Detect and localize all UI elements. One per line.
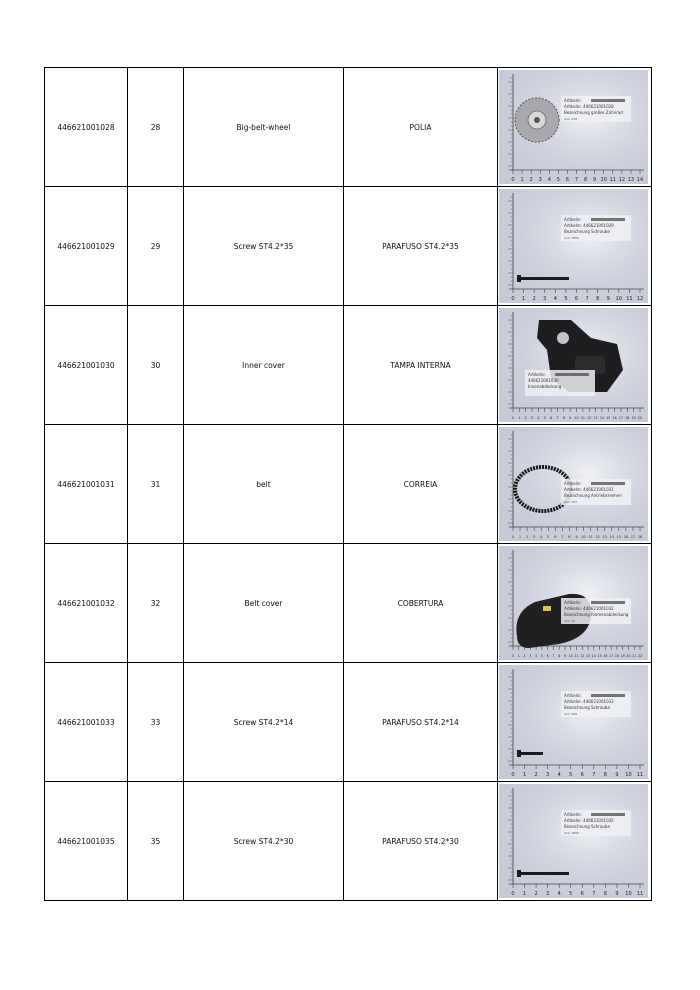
ruler-tick-label: 4 <box>537 416 540 420</box>
ruler-tick-label: 15 <box>597 654 602 658</box>
ruler-tick-label: 7 <box>592 891 596 897</box>
ruler-tick-label: 20 <box>626 654 631 658</box>
position-number: 31 <box>128 425 184 544</box>
item-label-count: Anz. 228 <box>564 117 578 121</box>
ruler-tick-label: 11 <box>626 296 633 302</box>
ruler-tick-label: 6 <box>574 296 579 302</box>
ruler-tick-label: 9 <box>575 535 578 539</box>
ruler-tick-label: 6 <box>554 535 557 539</box>
item-label-card <box>561 598 631 624</box>
part-code: 446621001031 <box>45 425 128 544</box>
ruler-tick-label: 4 <box>547 177 551 183</box>
item-label-line: Artikelnr. 446621001029 <box>564 223 614 228</box>
part-name-pt: CORREIA <box>344 425 498 544</box>
part-name-pt: PARAFUSO ST4.2*14 <box>344 663 498 782</box>
ruler-tick-label: 5 <box>569 891 573 897</box>
item-label-line: Artikelnr. 446621001028 <box>564 104 614 109</box>
ruler-tick-label: 7 <box>585 296 589 302</box>
part-photo-cell <box>498 306 652 425</box>
parts-table-body <box>45 68 652 901</box>
item-label-line: Bezeichnung Antriebsriemen <box>564 493 622 498</box>
item-label-line: Artikelnr. 446621001033 <box>564 699 614 704</box>
ruler-tick-label: 0 <box>511 654 515 658</box>
ruler-tick-label: 0 <box>511 772 515 778</box>
ruler-tick-label: 5 <box>556 177 560 183</box>
item-label-line: Bezeichnung Schraube <box>564 705 610 710</box>
part-photo-cell <box>498 68 652 187</box>
ruler-tick-label: 8 <box>562 416 565 420</box>
table-row <box>45 68 652 187</box>
ruler-tick-label: 9 <box>569 416 572 420</box>
table-row <box>45 306 652 425</box>
position-number: 30 <box>128 306 184 425</box>
barcode-icon <box>555 373 589 376</box>
ruler-tick-label: 11 <box>636 891 644 897</box>
ruler-tick-label: 3 <box>546 772 550 778</box>
ruler-tick-label: 11 <box>588 535 593 539</box>
item-label-line: Innenabdeckung <box>528 384 562 389</box>
ruler-tick-label: 10 <box>574 416 579 420</box>
part-name-en: Screw ST4.2*30 <box>184 782 344 901</box>
part-photo <box>499 665 648 779</box>
short-screw-icon <box>519 752 543 755</box>
ruler-tick-label: 2 <box>534 891 538 897</box>
item-label-count: Anz. 3806 <box>564 236 580 240</box>
ruler-tick-label: 14 <box>609 535 614 539</box>
screw-icon <box>519 277 569 280</box>
position-number: 28 <box>128 68 184 187</box>
position-number: 35 <box>128 782 184 901</box>
ruler-tick-label: 10 <box>615 296 623 302</box>
ruler-tick-label: 17 <box>609 654 614 658</box>
item-label-line: 446621001030 <box>528 378 559 383</box>
ruler-tick-label: 1 <box>521 296 526 302</box>
table-row <box>45 187 652 306</box>
ruler-tick-label: 5 <box>547 535 550 539</box>
parts-table <box>44 67 652 901</box>
item-label-card <box>561 691 631 717</box>
part-name-pt: PARAFUSO ST4.2*30 <box>344 782 498 901</box>
ruler-tick-label: 17 <box>618 416 623 420</box>
ruler-tick-label: 3 <box>529 654 532 658</box>
ruler-tick-label: 6 <box>565 177 570 183</box>
ruler-tick-label: 2 <box>523 654 526 658</box>
part-name-en: Screw ST4.2*14 <box>184 663 344 782</box>
ruler-tick-label: 7 <box>561 535 564 539</box>
ruler-tick-label: 15 <box>606 416 611 420</box>
part-name-pt: COBERTURA <box>344 544 498 663</box>
table-row <box>45 425 652 544</box>
part-photo <box>499 427 648 541</box>
part-photo-cell <box>498 663 652 782</box>
table-row <box>45 663 652 782</box>
part-code: 446621001032 <box>45 544 128 663</box>
ruler-tick-label: 7 <box>552 654 555 658</box>
ruler-tick-label: 4 <box>557 772 561 778</box>
ruler-tick-label: 10 <box>568 654 573 658</box>
ruler-tick-label: 21 <box>632 654 637 658</box>
ruler-tick-label: 8 <box>558 654 561 658</box>
ruler-tick-label: 11 <box>609 177 616 183</box>
part-photo <box>499 546 648 660</box>
ruler-tick-label: 1 <box>518 416 521 420</box>
part-photo <box>499 189 648 303</box>
ruler-tick-label: 0 <box>511 535 515 539</box>
item-label-line: Bezeichnung Schraube <box>564 229 610 234</box>
item-label-line: Artikelnr. <box>564 217 582 222</box>
item-label-card <box>525 370 595 396</box>
part-name-en: Big-belt-wheel <box>184 68 344 187</box>
ruler-tick-label: 22 <box>637 654 643 658</box>
ruler-tick-label: 4 <box>535 654 538 658</box>
item-label-line: Artikelnr. 446621001032 <box>564 606 614 611</box>
table-row <box>45 544 652 663</box>
ruler-tick-label: 8 <box>603 891 607 897</box>
position-number: 32 <box>128 544 184 663</box>
item-label-line: Artikelnr. <box>528 372 546 377</box>
ruler-tick-label: 3 <box>546 891 550 897</box>
ruler-tick-label: 0 <box>511 891 515 897</box>
ruler-tick-label: 8 <box>603 772 607 778</box>
barcode-icon <box>591 99 625 102</box>
part-name-pt: POLIA <box>344 68 498 187</box>
part-name-en: Screw ST4.2*35 <box>184 187 344 306</box>
item-label-line: Artikelnr. <box>564 98 582 103</box>
item-label-line: Bezeichnung Riemenabdeckung <box>564 612 629 617</box>
ruler-tick-label: 18 <box>614 654 619 658</box>
barcode-icon <box>591 694 625 697</box>
ruler-tick-label: 10 <box>625 891 632 897</box>
ruler-tick-label: 5 <box>543 416 546 420</box>
item-label-count: Anz. 1806 <box>564 831 580 835</box>
ruler-tick-label: 1 <box>520 177 524 183</box>
ruler-board <box>499 427 648 541</box>
part-photo-cell <box>498 425 652 544</box>
ruler-tick-label: 1 <box>517 654 520 658</box>
part-code: 446621001033 <box>45 663 128 782</box>
part-photo <box>499 784 648 898</box>
barcode-icon <box>591 601 625 604</box>
ruler-tick-label: 4 <box>557 891 561 897</box>
ruler-tick-label: 5 <box>540 654 543 658</box>
item-label-card <box>561 810 631 836</box>
ruler-tick-label: 0 <box>511 416 515 420</box>
ruler-tick-label: 12 <box>595 535 600 539</box>
ruler-tick-label: 12 <box>587 416 592 420</box>
ruler-board <box>499 70 648 184</box>
ruler-tick-label: 2 <box>532 296 536 302</box>
part-photo <box>499 308 648 422</box>
ruler-tick-label: 1 <box>519 535 522 539</box>
barcode-icon <box>591 813 625 816</box>
part-name-en: belt <box>184 425 344 544</box>
ruler-tick-label: 3 <box>533 535 536 539</box>
ruler-tick-label: 18 <box>637 535 643 539</box>
ruler-tick-label: 8 <box>568 535 571 539</box>
item-label-count: Anz. 101 <box>564 500 578 504</box>
part-code: 446621001030 <box>45 306 128 425</box>
table-row <box>45 782 652 901</box>
item-label-count: Anz. 95 <box>564 619 576 623</box>
ruler-tick-label: 12 <box>618 177 626 183</box>
part-photo-cell <box>498 187 652 306</box>
ruler-tick-label: 11 <box>636 772 644 778</box>
ruler-board <box>499 308 648 422</box>
ruler-tick-label: 3 <box>531 416 534 420</box>
ruler-board <box>499 784 648 898</box>
ruler-tick-label: 10 <box>600 177 607 183</box>
item-label-line: Artikelnr. <box>564 812 582 817</box>
ruler-tick-label: 18 <box>625 416 630 420</box>
ruler-tick-label: 16 <box>612 416 617 420</box>
part-code: 446621001029 <box>45 187 128 306</box>
ruler-tick-label: 7 <box>592 772 596 778</box>
ruler-tick-label: 1 <box>522 772 527 778</box>
ruler-tick-label: 5 <box>564 296 568 302</box>
item-label-card <box>561 215 631 241</box>
ruler-tick-label: 6 <box>550 416 553 420</box>
ruler-tick-label: 10 <box>625 772 632 778</box>
ruler-tick-label: 13 <box>602 535 607 539</box>
ruler-tick-label: 1 <box>522 891 527 897</box>
ruler-board <box>499 665 648 779</box>
ruler-tick-label: 8 <box>583 177 588 183</box>
ruler-tick-label: 10 <box>581 535 586 539</box>
ruler-tick-label: 14 <box>591 654 596 658</box>
ruler-tick-label: 11 <box>574 654 579 658</box>
barcode-icon <box>591 482 625 485</box>
item-label-line: Artikelnr. <box>564 600 582 605</box>
screw-icon <box>519 872 569 875</box>
ruler-tick-label: 5 <box>569 772 573 778</box>
barcode-icon <box>591 218 625 221</box>
position-number: 33 <box>128 663 184 782</box>
ruler-tick-label: 3 <box>543 296 547 302</box>
part-photo-cell <box>498 782 652 901</box>
ruler-tick-label: 14 <box>636 177 644 183</box>
ruler-tick-label: 3 <box>538 177 542 183</box>
ruler-tick-label: 0 <box>511 296 515 302</box>
ruler-tick-label: 12 <box>580 654 585 658</box>
ruler-board <box>499 189 648 303</box>
ruler-tick-label: 17 <box>630 535 635 539</box>
ruler-tick-label: 14 <box>599 416 604 420</box>
ruler-tick-label: 9 <box>615 772 619 778</box>
ruler-tick-label: 15 <box>616 535 621 539</box>
item-label-line: Artikelnr. 446621001031 <box>564 487 614 492</box>
ruler-tick-label: 13 <box>586 654 591 658</box>
item-label-line: Bezeichnung Schraube <box>564 824 610 829</box>
ruler-tick-label: 0 <box>511 177 515 183</box>
ruler-tick-label: 7 <box>556 416 559 420</box>
ruler-tick-label: 19 <box>620 654 625 658</box>
ruler-tick-label: 4 <box>553 296 557 302</box>
item-label-line: Artikelnr. <box>564 481 582 486</box>
ruler-tick-label: 9 <box>606 296 610 302</box>
ruler-tick-label: 13 <box>593 416 598 420</box>
part-photo <box>499 70 648 184</box>
ruler-tick-label: 16 <box>603 654 608 658</box>
ruler-tick-label: 9 <box>615 891 619 897</box>
ruler-tick-label: 12 <box>636 296 644 302</box>
ruler-tick-label: 8 <box>596 296 600 302</box>
item-label-line: Artikelnr. 446621001035 <box>564 818 614 823</box>
item-label-line: Bezeichnung großes Zahnrad <box>564 110 623 115</box>
ruler-tick-label: 6 <box>546 654 549 658</box>
ruler-tick-label: 2 <box>529 177 533 183</box>
ruler-tick-label: 9 <box>563 654 566 658</box>
item-label-card <box>561 479 631 505</box>
ruler-tick-label: 2 <box>526 535 529 539</box>
ruler-tick-label: 2 <box>524 416 527 420</box>
part-name-en: Inner cover <box>184 306 344 425</box>
ruler-tick-label: 4 <box>540 535 543 539</box>
ruler-tick-label: 9 <box>593 177 597 183</box>
ruler-tick-label: 11 <box>580 416 585 420</box>
part-name-pt: TAMPA INTERNA <box>344 306 498 425</box>
ruler-tick-label: 2 <box>534 772 538 778</box>
ruler-tick-label: 20 <box>637 416 643 420</box>
position-number: 29 <box>128 187 184 306</box>
part-photo-cell <box>498 544 652 663</box>
item-label-line: Artikelnr. <box>564 693 582 698</box>
part-name-en: Belt cover <box>184 544 344 663</box>
part-code: 446621001028 <box>45 68 128 187</box>
ruler-tick-label: 7 <box>574 177 579 183</box>
item-label-count: Anz. 956 <box>564 712 578 716</box>
part-name-pt: PARAFUSO ST4.2*35 <box>344 187 498 306</box>
ruler-tick-label: 19 <box>631 416 636 420</box>
ruler-tick-label: 6 <box>580 891 584 897</box>
ruler-tick-label: 16 <box>623 535 628 539</box>
ruler-board <box>499 546 648 660</box>
ruler-tick-label: 13 <box>627 177 635 183</box>
part-code: 446621001035 <box>45 782 128 901</box>
ruler-tick-label: 6 <box>580 772 584 778</box>
item-label-card <box>561 96 631 122</box>
